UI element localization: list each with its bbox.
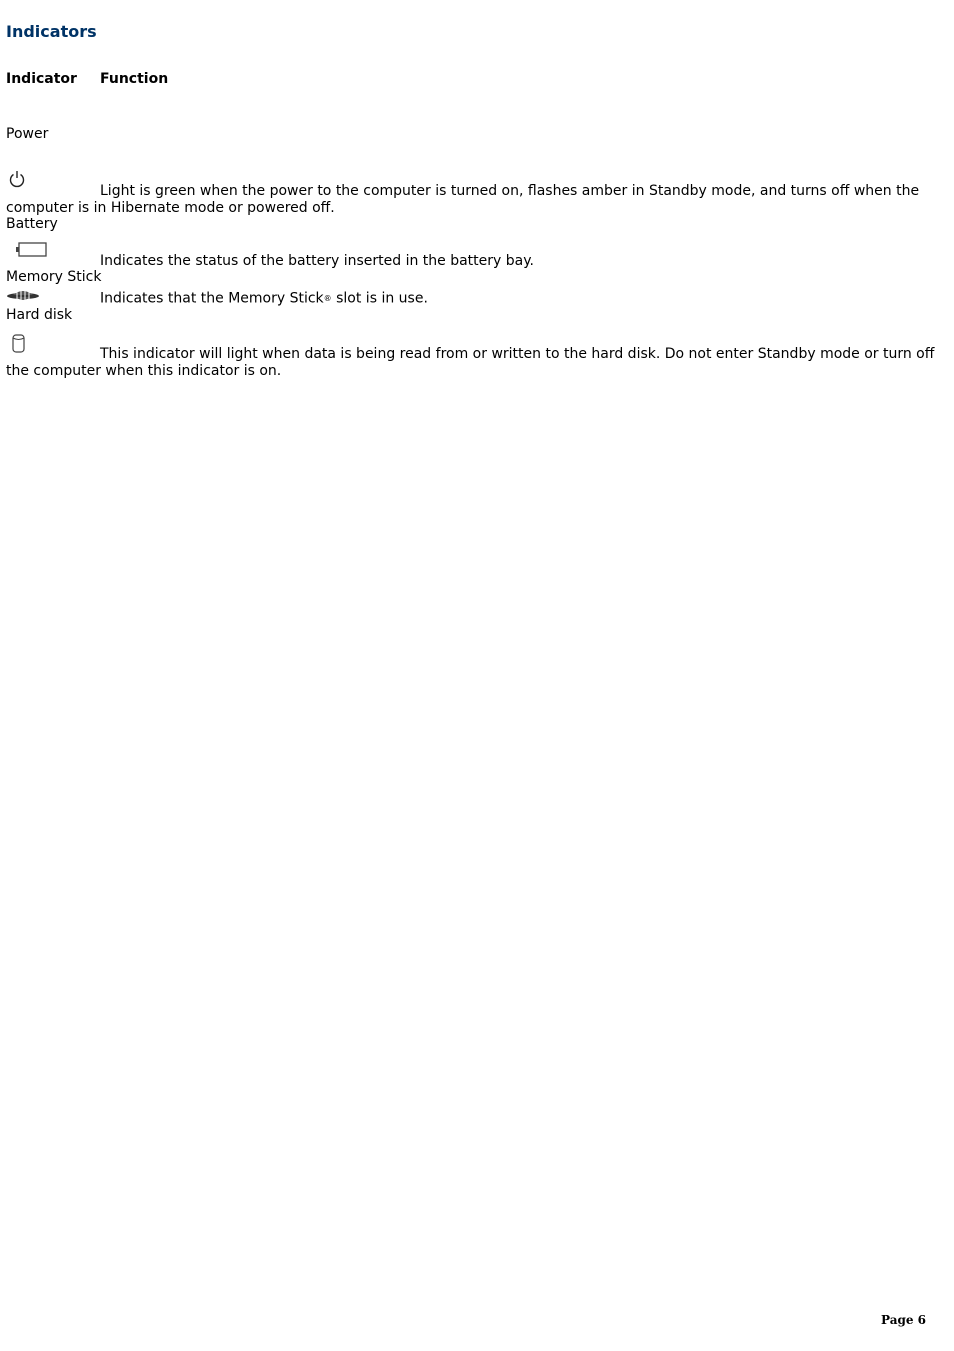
memory-stick-description-suffix: slot is in use. (331, 290, 428, 307)
indicator-description-memory-stick (6, 290, 946, 308)
indicator-description-battery: Indicates the status of the battery inserted in the battery bay. (100, 253, 534, 269)
indicator-label-power: Power (6, 126, 49, 142)
memory-stick-description-text: Indicates that the Memory Stick (100, 290, 324, 307)
column-header-indicator: Indicator (6, 71, 77, 87)
indicator-description-power: Light is green when the power to the computer is turned on, flashes amber in Standby mode, and turns off when the computer is in Hibernate mode or powered off. (6, 183, 920, 216)
indicator-description-hard-disk: This indicator will light when data is being read from or written to the hard disk. Do not enter Standby mode or turn off the computer when this indicator is on. (6, 346, 935, 379)
page-number: Page 6 (881, 1313, 927, 1327)
indicator-label-memory-stick: Memory Stick (6, 269, 102, 285)
page-title: Indicators (6, 22, 97, 41)
registered-mark: ® (323, 294, 332, 303)
indicator-label-battery: Battery (6, 216, 58, 232)
indicator-label-hard-disk: Hard disk (6, 307, 73, 323)
column-header-function: Function (100, 71, 169, 87)
